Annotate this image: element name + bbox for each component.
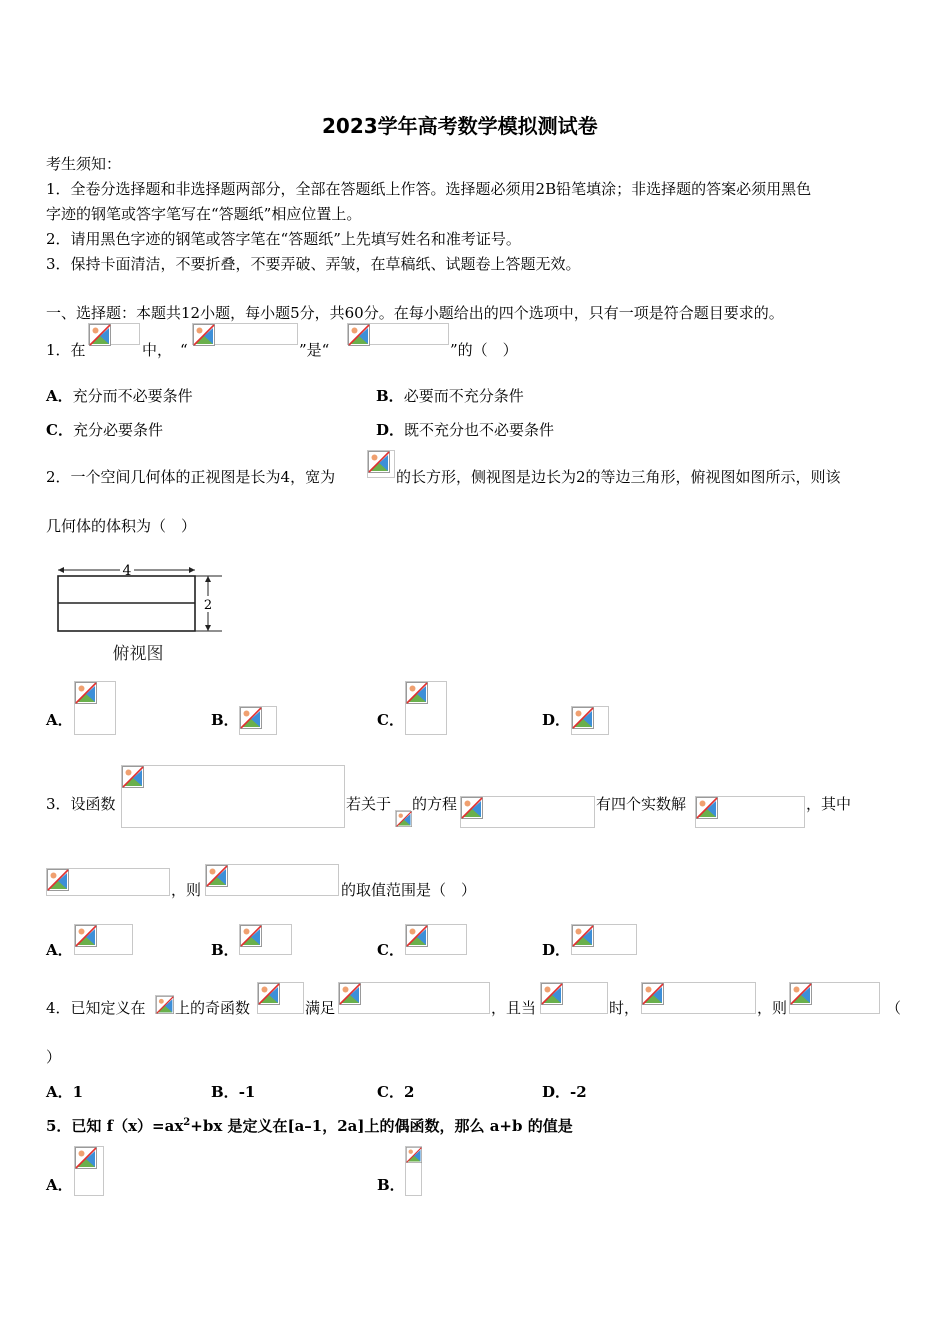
option-a-letter: A．	[46, 1176, 73, 1194]
q5-text-part: 5．已知 f（x）=ax	[46, 1117, 184, 1135]
option-text: 必要而不充分条件	[403, 387, 524, 405]
q4-text: 时，	[609, 999, 640, 1017]
notice-item: 1．全卷分选择题和非选择题两部分，全部在答题纸上作答。选择题必须用2B铅笔填涂；非选择题的答案必须用黑色	[46, 180, 812, 198]
option-letter: D．	[542, 1083, 571, 1101]
q3-text: 的取值范围是（ ）	[341, 881, 477, 899]
option-b	[211, 1082, 255, 1102]
arrow-head	[205, 625, 211, 631]
option-image-icon	[571, 924, 637, 955]
option-letter: C．	[46, 421, 73, 439]
formula-image-icon	[395, 810, 411, 827]
option-c-letter: C．	[377, 711, 404, 729]
formula-image-icon	[257, 982, 304, 1014]
q3-text: 有四个实数解	[596, 795, 687, 813]
option-image-icon	[405, 1146, 422, 1196]
arrow-head	[205, 576, 211, 582]
q1-text: “	[180, 341, 188, 359]
dimension-label-top: 4	[122, 563, 132, 579]
option-image-icon	[74, 681, 116, 735]
formula-image-icon	[789, 982, 880, 1014]
option-a-letter: A．	[46, 941, 73, 959]
arrow-head	[189, 567, 195, 573]
formula-image-icon	[338, 982, 490, 1014]
option-a	[46, 1082, 83, 1102]
q1-text: ”是“	[299, 341, 330, 359]
q5-text-part: +bx 是定义在[a–1，2a]上的偶函数，那么 a+b 的值是	[190, 1117, 573, 1135]
notice-item: 2．请用黑色字迹的钢笔或答字笔在“答题纸”上先填写姓名和准考证号。	[46, 230, 521, 248]
option-letter: D．	[376, 421, 405, 439]
dimension-label-side: 2	[203, 598, 213, 613]
section-heading: 一、选择题：本题共12小题，每小题5分，共60分。在每小题给出的四个选项中，只有一项是符合题目要求的。	[46, 304, 784, 322]
option-image-icon	[571, 706, 609, 735]
option-image-icon	[405, 681, 447, 735]
option-letter: B．	[376, 387, 404, 405]
option-text: 1	[72, 1083, 84, 1101]
formula-image-icon	[205, 864, 339, 896]
option-image-icon	[74, 1146, 104, 1196]
option-letter: C．	[377, 1083, 404, 1101]
option-text: 充分必要条件	[72, 421, 163, 439]
formula-image-icon	[88, 323, 140, 345]
formula-image-icon	[460, 796, 595, 828]
option-text: -2	[570, 1083, 587, 1101]
option-text: 充分而不必要条件	[72, 387, 193, 405]
formula-image-icon	[695, 796, 805, 828]
q3-text: 3．设函数	[46, 795, 116, 813]
q2-text: 的长方形，侧视图是边长为2的等边三角形，俯视图如图所示，则该	[396, 468, 841, 486]
q4-text: ）	[46, 1048, 62, 1066]
q4-text: （	[886, 999, 902, 1017]
page-title: 2023学年高考数学模拟测试卷	[322, 114, 598, 138]
q4-text: ，且当	[491, 999, 537, 1017]
option-letter: A．	[46, 1083, 73, 1101]
option-image-icon	[239, 706, 277, 735]
option-text: 2	[403, 1083, 415, 1101]
option-b	[376, 386, 524, 406]
option-c-letter: C．	[377, 941, 404, 959]
option-d-letter: D．	[542, 941, 571, 959]
option-d	[376, 420, 554, 440]
option-image-icon	[74, 924, 133, 955]
q2-text: 2．一个空间几何体的正视图是长为4，宽为	[46, 468, 336, 486]
option-c	[46, 420, 163, 440]
notice-item: 字迹的钢笔或答字笔写在“答题纸”相应位置上。	[46, 205, 362, 223]
q1-text: 中，	[142, 341, 173, 359]
option-image-icon	[239, 924, 292, 955]
formula-image-icon	[367, 450, 395, 478]
formula-image-icon	[155, 995, 174, 1014]
q2-text: 几何体的体积为（ ）	[46, 517, 197, 535]
option-image-icon	[405, 924, 467, 955]
formula-image-icon	[347, 323, 449, 345]
option-a	[46, 386, 193, 406]
top-view-figure	[50, 552, 230, 668]
q5-text	[46, 1116, 573, 1136]
option-a-letter: A．	[46, 711, 73, 729]
formula-image-icon	[121, 765, 345, 828]
q3-text: ，则	[171, 881, 202, 899]
option-letter: B．	[211, 1083, 239, 1101]
q4-text: ，则	[757, 999, 788, 1017]
q1-text: 1．在	[46, 341, 86, 359]
option-letter: A．	[46, 387, 73, 405]
option-d-letter: D．	[542, 711, 571, 729]
notice-heading: 考生须知：	[46, 155, 122, 173]
option-d	[542, 1082, 587, 1102]
q3-text: ，其中	[806, 795, 852, 813]
option-b-letter: B．	[211, 941, 239, 959]
q4-text: 4．已知定义在	[46, 999, 146, 1017]
formula-image-icon	[46, 868, 170, 896]
option-b-letter: B．	[211, 711, 239, 729]
option-c	[377, 1082, 414, 1102]
option-b-letter: B．	[377, 1176, 405, 1194]
q3-text: 若关于	[346, 795, 392, 813]
figure-caption: 俯视图	[112, 644, 164, 664]
exponent: 2	[183, 1117, 191, 1128]
q4-text: 满足	[305, 999, 336, 1017]
formula-image-icon	[641, 982, 756, 1014]
option-text: 既不充分也不必要条件	[404, 421, 555, 439]
formula-image-icon	[540, 982, 608, 1014]
q1-text: ”的（ ）	[450, 341, 518, 359]
q4-text: 上的奇函数	[175, 999, 251, 1017]
notice-item: 3．保持卡面清洁，不要折叠，不要弄破、弄皱，在草稿纸、试题卷上答题无效。	[46, 255, 581, 273]
arrow-head	[58, 567, 64, 573]
q3-text: 的方程	[412, 795, 458, 813]
option-text: -1	[238, 1083, 256, 1101]
formula-image-icon	[192, 323, 298, 345]
